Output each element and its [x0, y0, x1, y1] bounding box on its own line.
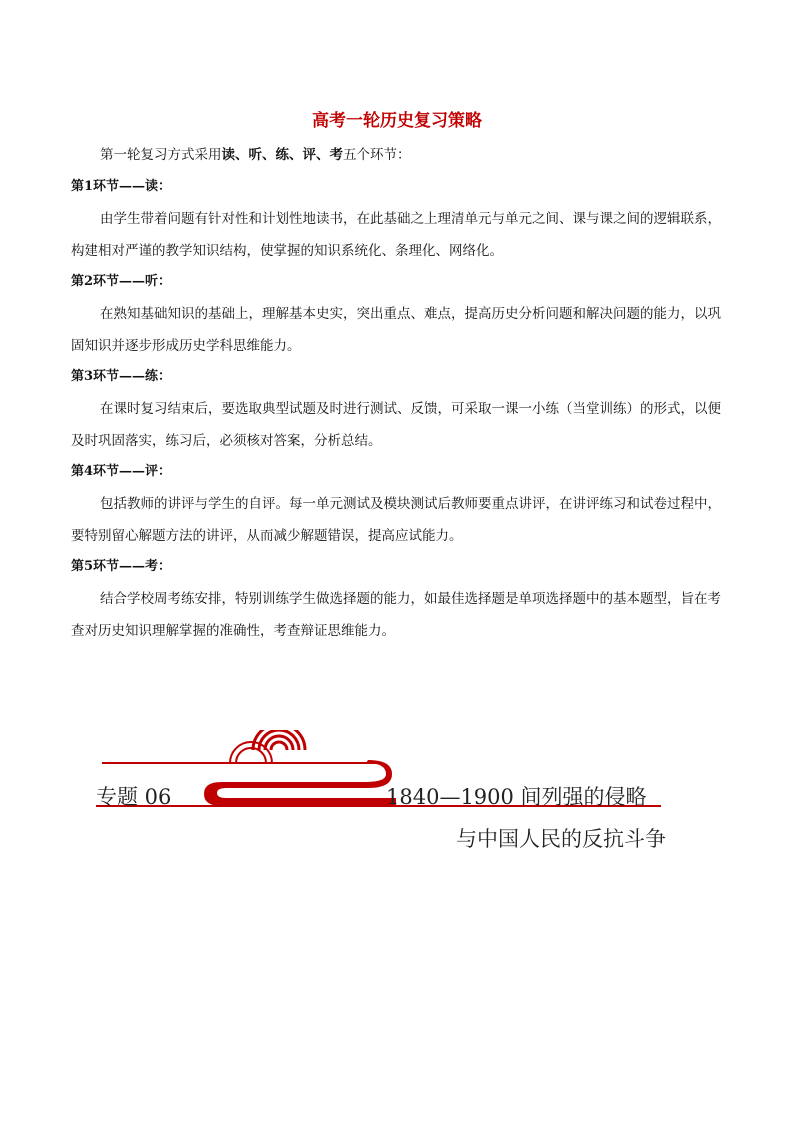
section-2-heading: 第2环节——听： — [71, 274, 172, 289]
topic-label: 专题 06 — [96, 785, 172, 809]
section-5-body: 结合学校周考练安排，特别训练学生做选择题的能力，如最佳选择题是单项选择题中的基本题型，旨在考查对历史知识理解掌握的准确性，考查辩证思维能力。 — [71, 591, 721, 639]
section-3-body: 在课时复习结束后，要选取典型试题及时进行测试、反馈，可采取一课一小练（当堂训练）的形式，以便及时巩固落实，练习后，必须核对答案，分析总结。 — [71, 401, 721, 449]
section-1-heading: 第1环节——读： — [71, 179, 172, 194]
intro-prefix: 第一轮复习方式采用 — [100, 147, 222, 163]
section-3-heading: 第3环节——练： — [71, 369, 172, 384]
topic-title-line2: 与中国人民的反抗斗争 — [456, 827, 666, 851]
intro-paragraph — [71, 139, 726, 171]
intro-suffix: 五个环节： — [343, 147, 411, 163]
section-4-heading: 第4环节——评： — [71, 464, 172, 479]
sun-arcs-icon — [230, 730, 305, 763]
section-1-body: 由学生带着问题有针对性和计划性地读书，在此基础之上理清单元与单元之间、课与课之间的逻辑联系，构建相对严谨的教学知识结构，使掌握的知识系统化、条理化、网络化。 — [71, 211, 721, 259]
intro-bold: 读、听、练、评、考 — [221, 147, 343, 163]
section-4-body: 包括教师的讲评与学生的自评。每一单元测试及模块测试后教师要重点讲评，在讲评练习和试卷过程中，要特别留心解题方法的讲评，从而减少解题错误，提高应试能力。 — [71, 496, 721, 544]
section-2-body: 在熟知基础知识的基础上，理解基本史实，突出重点、难点，提高历史分析问题和解决问题的能力，以巩固知识并逐步形成历史学科思维能力。 — [71, 306, 721, 354]
topic-title-line1: 1840—1900 间列强的侵略 — [386, 785, 647, 809]
page-title: 高考一轮历史复习策略 — [312, 111, 482, 131]
section-5-heading: 第5环节——考： — [71, 559, 172, 574]
